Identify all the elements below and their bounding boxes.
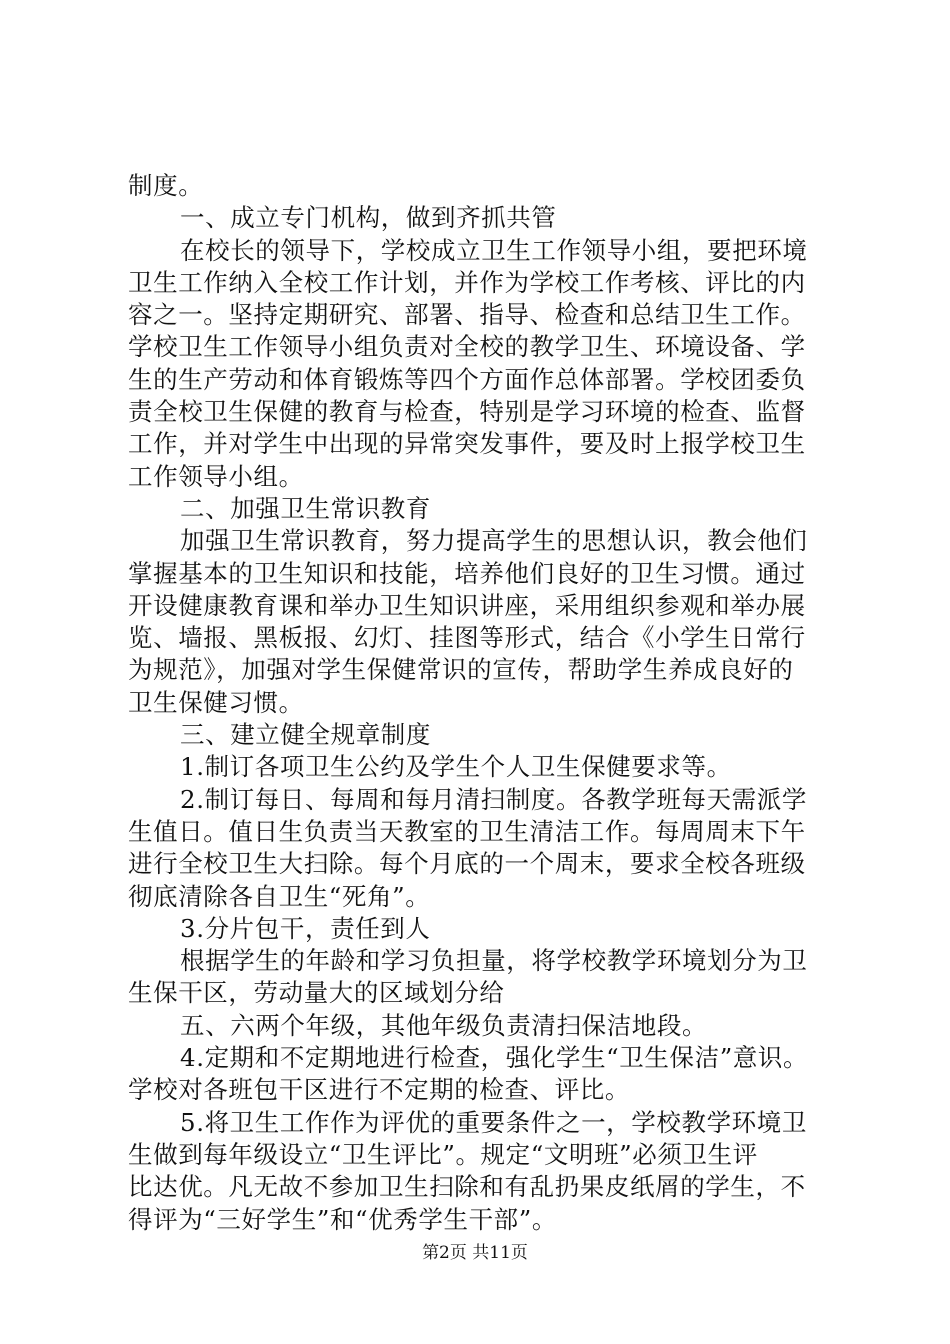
text-line: 根据学生的年龄和学习负担量，将学校教学环境划分为卫 xyxy=(180,946,808,976)
text-line: 工作领导小组。 xyxy=(128,461,304,491)
text-line: 学校对各班包干区进行不定期的检查、评比。 xyxy=(128,1075,630,1105)
text-line: 生保干区，劳动量大的区域划分给 xyxy=(128,978,505,1008)
text-line: 生的生产劳动和体育锻炼等四个方面作总体部署。学校团委负 xyxy=(128,364,806,394)
text-line: 卫生工作纳入全校工作计划，并作为学校工作考核、评比的内 xyxy=(128,267,806,297)
text-line: 开设健康教育课和举办卫生知识讲座，采用组织参观和举办展 xyxy=(128,590,806,620)
text-line: 工作，并对学生中出现的异常突发事件，要及时上报学校卫生 xyxy=(128,429,806,459)
text-line: 2.制订每日、每周和每月清扫制度。各教学班每天需派学 xyxy=(180,784,807,814)
text-line: 4.定期和不定期地进行检查，强化学生“卫生保洁”意识。 xyxy=(180,1043,809,1073)
document-body xyxy=(128,170,848,1236)
text-line: 生值日。值日生负责当天教室的卫生清洁工作。每周周末下午 xyxy=(128,816,806,846)
text-line: 二、加强卫生常识教育 xyxy=(180,493,431,523)
text-line: 掌握基本的卫生知识和技能，培养他们良好的卫生习惯。通过 xyxy=(128,558,806,588)
text-line: 3.分片包干，责任到人 xyxy=(180,913,431,943)
text-line: 容之一。坚持定期研究、部署、指导、检查和总结卫生工作。 xyxy=(128,300,806,330)
text-line: 责全校卫生保健的教育与检查，特别是学习环境的检查、监督 xyxy=(128,397,806,427)
text-line: 学校卫生工作领导小组负责对全校的教学卫生、环境设备、学 xyxy=(128,332,806,362)
page-footer: 第2页 共11页 xyxy=(422,1243,528,1263)
text-line: 5.将卫生工作作为评优的重要条件之一，学校教学环境卫 xyxy=(180,1107,807,1137)
text-line: 得评为“三好学生”和“优秀学生干部”。 xyxy=(128,1204,557,1234)
text-line: 制度。 xyxy=(128,171,204,200)
text-line: 比达优。凡无故不参加卫生扫除和有乱扔果皮纸屑的学生，不 xyxy=(128,1172,806,1202)
text-line: 五、六两个年级，其他年级负责清扫保洁地段。 xyxy=(180,1010,708,1040)
text-line: 加强卫生常识教育，努力提高学生的思想认识，教会他们 xyxy=(180,526,808,556)
text-line: 为规范》，加强对学生保健常识的宣传，帮助学生养成良好的 xyxy=(128,655,794,685)
text-line: 一、成立专门机构，做到齐抓共管 xyxy=(180,203,557,233)
text-line: 彻底清除各自卫生“死角”。 xyxy=(128,881,431,911)
text-line: 1.制订各项卫生公约及学生个人卫生保健要求等。 xyxy=(180,752,732,782)
text-line: 览、墙报、黑板报、幻灯、挂图等形式，结合《小学生日常行 xyxy=(128,623,806,653)
text-line: 卫生保健习惯。 xyxy=(128,687,304,717)
text-line: 进行全校卫生大扫除。每个月底的一个周末，要求全校各班级 xyxy=(128,849,806,879)
text-line: 生做到每年级设立“卫生评比”。规定“文明班”必须卫生评 xyxy=(128,1139,758,1169)
text-line: 在校长的领导下，学校成立卫生工作领导小组，要把环境 xyxy=(180,235,808,265)
text-line: 三、建立健全规章制度 xyxy=(180,720,431,750)
